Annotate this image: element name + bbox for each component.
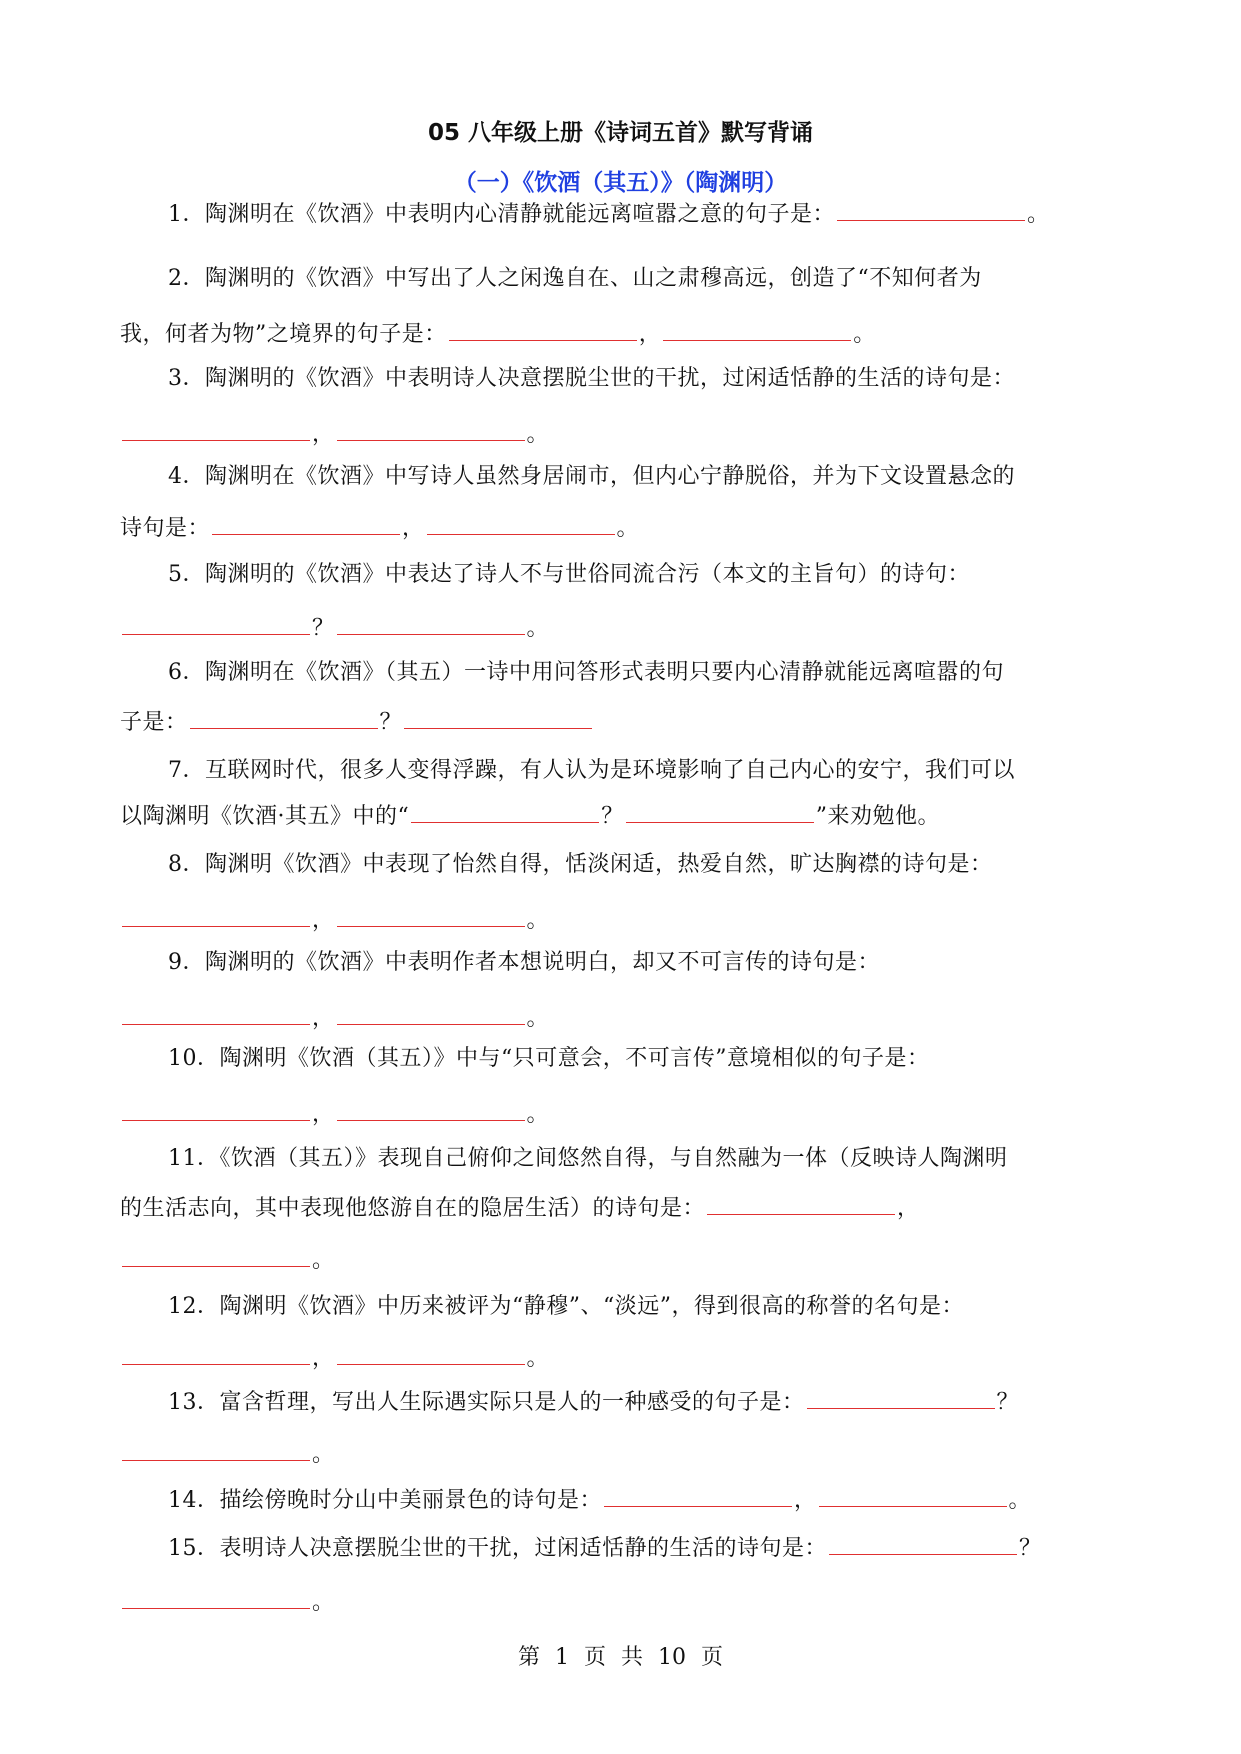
question-text: 我，何者为物”之境界的句子是： — [120, 322, 447, 347]
question-text: 9．陶渊明的《饮酒》中表明作者本想说明白，却又不可言传的诗句是： — [168, 950, 880, 975]
question-text: 以陶渊明《饮酒·其五》中的“ — [120, 804, 410, 829]
question-3-line-2: ， 。 — [120, 410, 1122, 459]
section-title: （一）《饮酒（其五）》（陶渊明） — [453, 170, 788, 196]
answer-blank[interactable] — [404, 706, 592, 729]
answer-blank[interactable] — [411, 800, 599, 823]
question-5 — [120, 550, 1122, 599]
question-text: 11．《饮酒（其五）》表现自己俯仰之间悠然自得，与自然融为一体（反映诗人陶渊明 — [168, 1146, 1008, 1171]
question-10 — [120, 1034, 1122, 1083]
question-11 — [120, 1134, 1122, 1183]
answer-blank[interactable] — [212, 512, 400, 535]
question-12-line-2: ， 。 — [120, 1334, 1122, 1383]
question-8 — [120, 840, 1122, 889]
answer-blank[interactable] — [122, 1244, 310, 1267]
question-2-line-2: 我，何者为物”之境界的句子是： ， 。 — [120, 310, 1122, 359]
question-4-line-2: 诗句是： ， 。 — [120, 504, 1122, 553]
question-text: 诗句是： — [120, 516, 211, 541]
answer-blank[interactable] — [122, 1002, 310, 1025]
answer-blank[interactable] — [427, 512, 615, 535]
answer-blank[interactable] — [449, 318, 637, 341]
answer-blank[interactable] — [122, 612, 310, 635]
question-12 — [120, 1282, 1122, 1331]
question-3 — [120, 354, 1122, 403]
answer-blank[interactable] — [337, 1342, 525, 1365]
answer-blank[interactable] — [122, 418, 310, 441]
question-6 — [120, 648, 1122, 697]
question-text: 2．陶渊明的《饮酒》中写出了人之闲逸自在、山之肃穆高远，创造了“不知何者为 — [168, 266, 982, 291]
question-1: 1．陶渊明在《饮酒》中表明内心清静就能远离喧嚣之意的句子是： 。 — [120, 190, 1122, 239]
answer-blank[interactable] — [337, 1098, 525, 1121]
answer-blank[interactable] — [626, 800, 814, 823]
question-text: 6．陶渊明在《饮酒》（其五）一诗中用问答形式表明只要内心清静就能远离喧嚣的句 — [168, 660, 1004, 685]
question-text: 14．描绘傍晚时分山中美丽景色的诗句是： — [168, 1488, 602, 1513]
answer-blank[interactable] — [122, 1438, 310, 1461]
answer-blank[interactable] — [122, 1586, 310, 1609]
question-text: 4．陶渊明在《饮酒》中写诗人虽然身居闹市，但内心宁静脱俗，并为下文设置悬念的 — [168, 464, 1015, 489]
answer-blank[interactable] — [337, 1002, 525, 1025]
question-text: 1．陶渊明在《饮酒》中表明内心清静就能远离喧嚣之意的句子是： — [168, 202, 835, 227]
question-10-line-2: ， 。 — [120, 1090, 1122, 1139]
answer-blank[interactable] — [837, 198, 1025, 221]
question-11-line-3: 。 — [120, 1236, 1122, 1285]
question-text: 15．表明诗人决意摆脱尘世的干扰，过闲适恬静的生活的诗句是： — [168, 1536, 827, 1561]
question-6-line-2: 子是： ？ — [120, 698, 1122, 747]
question-text: 5．陶渊明的《饮酒》中表达了诗人不与世俗同流合污（本文的主旨句）的诗句： — [168, 562, 970, 587]
answer-blank[interactable] — [829, 1532, 1017, 1555]
answer-blank[interactable] — [190, 706, 378, 729]
question-text: 的生活志向，其中表现他悠游自在的隐居生活）的诗句是： — [120, 1196, 706, 1221]
document-title: 05 八年级上册《诗词五首》默写背诵 — [427, 120, 813, 146]
question-text: 12．陶渊明《饮酒》中历来被评为“静穆”、“淡远”，得到很高的称誉的名句是： — [168, 1294, 964, 1319]
question-text: 3．陶渊明的《饮酒》中表明诗人决意摆脱尘世的干扰，过闲适恬静的生活的诗句是： — [168, 366, 1015, 391]
question-11-line-2: 的生活志向，其中表现他悠游自在的隐居生活）的诗句是： ， — [120, 1184, 1122, 1233]
answer-blank[interactable] — [707, 1192, 895, 1215]
question-4 — [120, 452, 1122, 501]
answer-blank[interactable] — [122, 1342, 310, 1365]
question-text: 子是： — [120, 710, 188, 735]
answer-blank[interactable] — [122, 1098, 310, 1121]
question-14: 14．描绘傍晚时分山中美丽景色的诗句是： ， 。 — [120, 1476, 1122, 1525]
question-7-line-2: 以陶渊明《饮酒·其五》中的“ ？ ”来劝勉他。 — [120, 792, 1122, 841]
question-8-line-2: ， 。 — [120, 896, 1122, 945]
question-13: 13．富含哲理，写出人生际遇实际只是人的一种感受的句子是： ？ — [120, 1378, 1122, 1427]
question-2 — [120, 254, 1122, 303]
answer-blank[interactable] — [337, 418, 525, 441]
question-9-line-2: ， 。 — [120, 994, 1122, 1043]
answer-blank[interactable] — [337, 904, 525, 927]
answer-blank[interactable] — [807, 1386, 995, 1409]
question-15: 15．表明诗人决意摆脱尘世的干扰，过闲适恬静的生活的诗句是： ？ — [120, 1524, 1122, 1573]
question-text: 10．陶渊明《饮酒（其五）》中与“只可意会，不可言传”意境相似的句子是： — [168, 1046, 930, 1071]
answer-blank[interactable] — [819, 1484, 1007, 1507]
question-text: 8．陶渊明《饮酒》中表现了怡然自得，恬淡闲适，热爱自然，旷达胸襟的诗句是： — [168, 852, 993, 877]
question-13-line-2: 。 — [120, 1430, 1122, 1479]
answer-blank[interactable] — [604, 1484, 792, 1507]
question-15-line-2: 。 — [120, 1578, 1122, 1627]
question-7 — [120, 746, 1122, 795]
page-number: 第 1 页 共 10 页 — [518, 1645, 723, 1670]
question-text: 13．富含哲理，写出人生际遇实际只是人的一种感受的句子是： — [168, 1390, 805, 1415]
answer-blank[interactable] — [337, 612, 525, 635]
question-9 — [120, 938, 1122, 987]
question-text: 7．互联网时代，很多人变得浮躁，有人认为是环境影响了自己内心的安宁，我们可以 — [168, 758, 1015, 783]
question-5-line-2: ？ 。 — [120, 604, 1122, 653]
answer-blank[interactable] — [122, 904, 310, 927]
answer-blank[interactable] — [663, 318, 851, 341]
